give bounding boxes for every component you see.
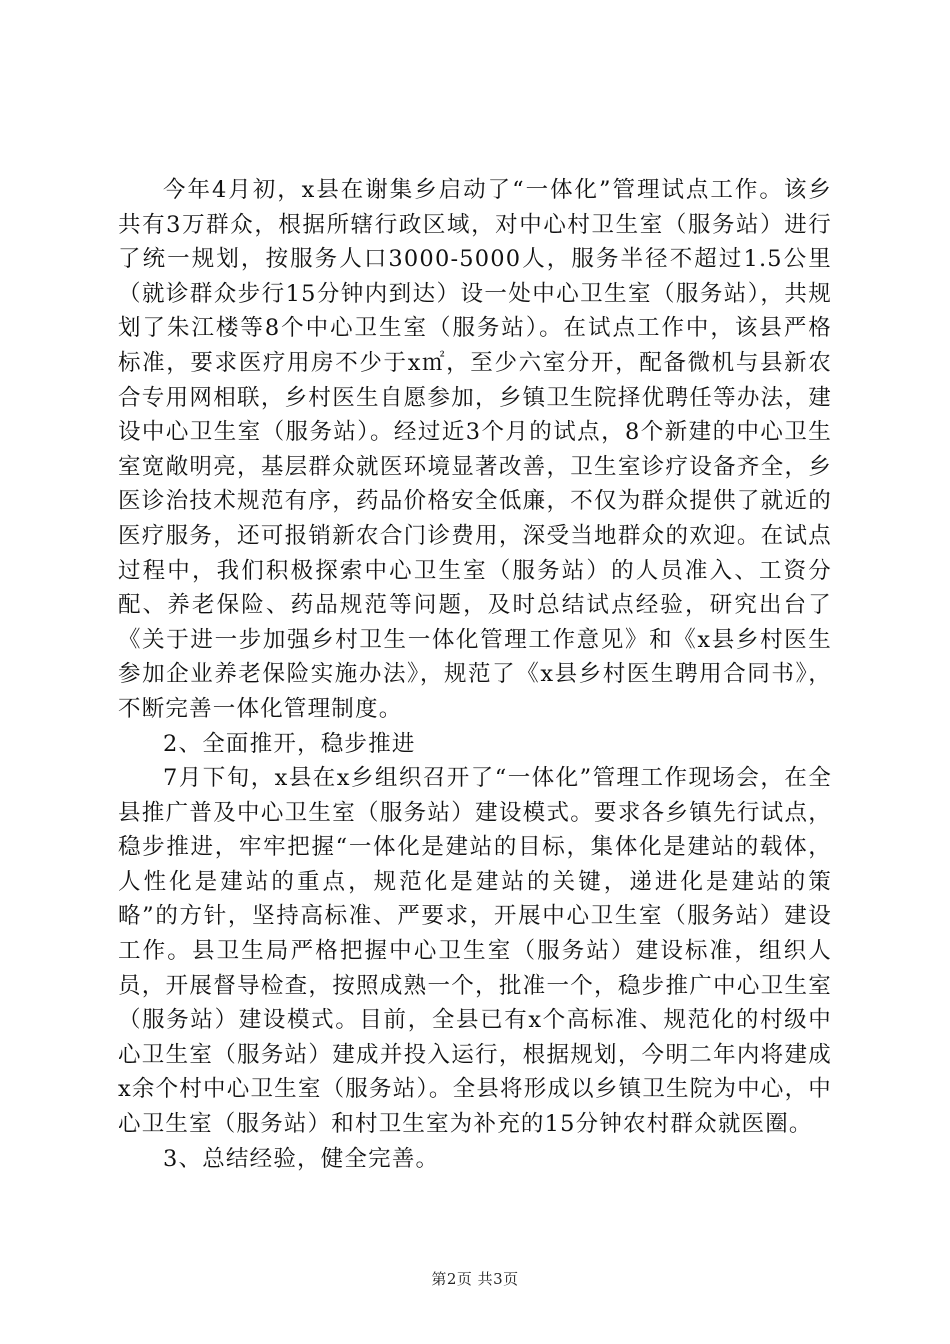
paragraph-pilot-work: 今年4月初，x县在谢集乡启动了“一体化”管理试点工作。该乡共有3万群众，根据所辖行政区域，对中心村卫生室（服务站）进行了统一规划，按服务人口3000-5000人，服务半径不超过1.5公里（就诊群众步行15分钟内到达）设一处中心卫生室（服务站），共规划了朱江楼等8个中心卫生室（服务站）。在试点工作中，该县严格标准，要求医疗用房不少于x㎡，至少六室分开，配备微机与县新农合专用网相联，乡村医生自愿参加，乡镇卫生院择优聘任等办法，建设中心卫生室（服务站）。经过近3个月的试点，8个新建的中心卫生室宽敞明亮，基层群众就医环境显著改善，卫生室诊疗设备齐全，乡医诊治技术规范有序，药品价格安全低廉，不仅为群众提供了就近的医疗服务，还可报销新农合门诊费用，深受当地群众的欢迎。在试点过程中，我们积极探索中心卫生室（服务站）的人员准入、工资分配、养老保险、药品规范等问题，及时总结试点经验，研究出台了《关于进一步加强乡村卫生一体化管理工作意见》和《x县乡村医生参加企业养老保险实施办法》，规范了《x县乡村医生聘用合同书》，不断完善一体化管理制度。 (118, 177, 832, 722)
page-footer: 第2页 共3页 (431, 1270, 519, 1288)
document-body (118, 173, 832, 1176)
paragraph-rollout: 7月下旬，x县在x乡组织召开了“一体化”管理工作现场会，在全县推广普及中心卫生室（服务站）建设模式。要求各乡镇先行试点，稳步推进，牢牢把握“一体化是建站的目标，集体化是建站的载体，人性化是建站的重点，规范化是建站的关键，递进化是建站的策略”的方针，坚持高标准、严要求，开展中心卫生室（服务站）建设工作。县卫生局严格把握中心卫生室（服务站）建设标准，组织人员，开展督导检查，按照成熟一个，批准一个，稳步推广中心卫生室（服务站）建设模式。目前，全县已有x个高标准、规范化的村级中心卫生室（服务站）建成并投入运行，根据规划，今明二年内将建成x余个村中心卫生室（服务站）。全县将形成以乡镇卫生院为中心，中心卫生室（服务站）和村卫生室为补充的15分钟农村群众就医圈。 (118, 765, 832, 1138)
section-heading-2: 2、全面推开，稳步推进 (163, 730, 416, 757)
section-heading-3: 3、总结经验，健全完善。 (163, 1145, 440, 1172)
